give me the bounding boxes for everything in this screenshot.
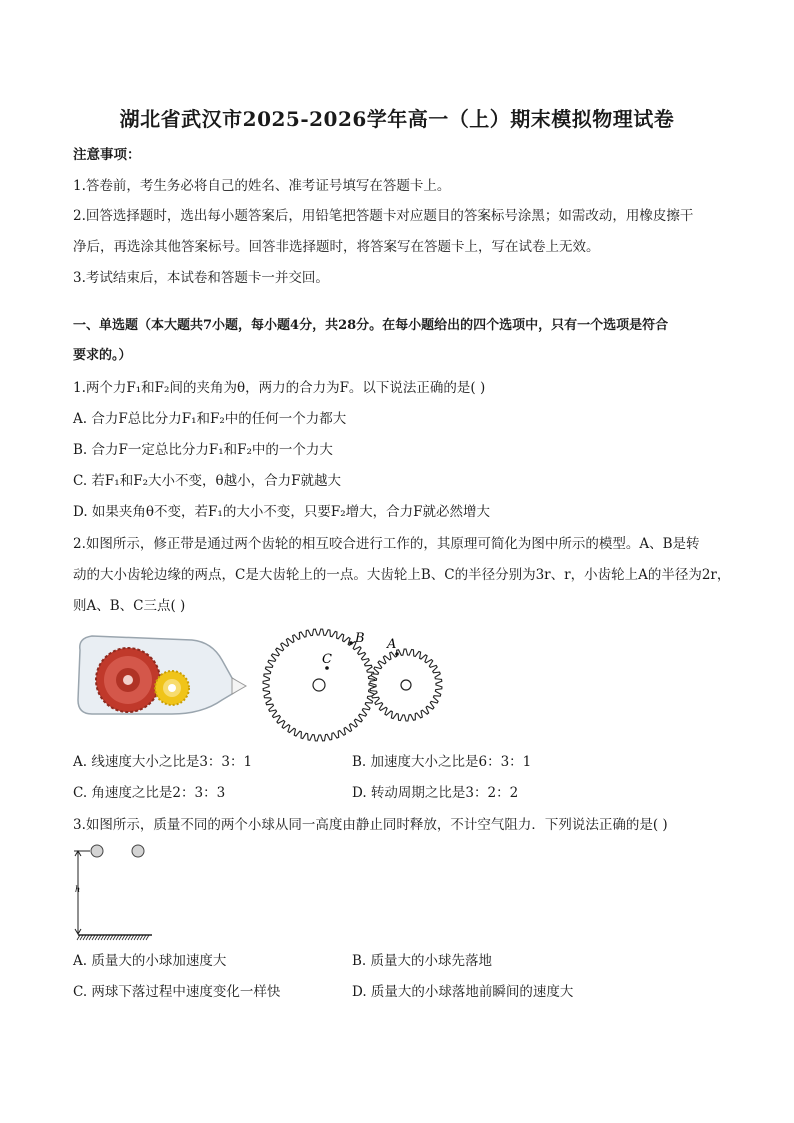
q3-option-d: D. 质量大的小球落地前瞬间的速度大	[352, 984, 574, 1000]
small-gear-axle	[401, 680, 411, 690]
q1-option-a: A. 合力F总比分力F₁和F₂中的任何一个力都大	[73, 411, 347, 427]
large-gear-axle	[313, 679, 325, 691]
notice-item-2-cont: 净后，再选涂其他答案标号。回答非选择题时，将答案写在答题卡上，写在试卷上无效。	[73, 239, 600, 255]
gear-diagram	[258, 622, 448, 746]
q3-option-a: A. 质量大的小球加速度大	[73, 953, 227, 969]
falling-balls-diagram	[70, 840, 170, 942]
point-a	[395, 652, 399, 656]
correction-tape-photo	[72, 630, 250, 718]
q3-stem: 3.如图所示，质量不同的两个小球从同一高度由静止同时释放，不计空气阻力．下列说法正确的是( )	[73, 817, 668, 833]
label-b: B	[355, 631, 365, 646]
q2-stem-2: 动的大小齿轮边缘的两点，C是大齿轮上的一点。大齿轮上B、C的半径分别为3r、r，小齿轮上A的半径为2r，	[73, 567, 731, 583]
h-label: h	[75, 885, 81, 894]
notice-heading: 注意事项：	[73, 147, 141, 163]
q3-option-c: C. 两球下落过程中速度变化一样快	[73, 984, 281, 1000]
q2-option-a: A. 线速度大小之比是3：3：1	[73, 754, 253, 770]
q1-stem: 1.两个力F₁和F₂间的夹角为θ，两力的合力为F。以下说法正确的是( )	[73, 380, 486, 396]
q2-stem-1: 2.如图所示，修正带是通过两个齿轮的相互咬合进行工作的，其原理可简化为图中所示的模型。A、B是转	[73, 536, 700, 552]
ball-light	[132, 845, 144, 857]
q1-option-b: B. 合力F一定总比分力F₁和F₂中的一个力大	[73, 442, 333, 458]
section-heading-cont: 要求的。）	[73, 348, 132, 363]
q1-option-d: D. 如果夹角θ不变，若F₁的大小不变，只要F₂增大，合力F就必然增大	[73, 504, 490, 520]
label-a: A	[387, 637, 397, 652]
red-gear-icon	[96, 648, 160, 712]
page-title: 湖北省武汉市2025-2026学年高一（上）期末模拟物理试卷	[119, 107, 675, 131]
notice-item-2: 2.回答选择题时，选出每小题答案后，用铅笔把答题卡对应题目的答案标号涂黑；如需改动，用橡皮擦干	[73, 208, 694, 224]
section-heading: 一、单选题（本大题共7小题，每小题4分，共28分。在每小题给出的四个选项中，只有一个选项是符合	[73, 318, 669, 333]
notice-item-1: 1.答卷前，考生务必将自己的姓名、准考证号填写在答题卡上。	[73, 178, 451, 194]
notice-item-3: 3.考试结束后，本试卷和答题卡一并交回。	[73, 270, 329, 286]
yellow-gear-icon	[155, 671, 189, 705]
label-c: C	[322, 652, 332, 667]
q2-option-d: D. 转动周期之比是3：2：2	[352, 785, 519, 801]
q2-option-c: C. 角速度之比是2：3：3	[73, 785, 226, 801]
q2-stem-3: 则A、B、C三点( )	[73, 598, 186, 614]
q3-option-b: B. 质量大的小球先落地	[352, 953, 493, 969]
q1-option-c: C. 若F₁和F₂大小不变，θ越小，合力F就越大	[73, 473, 341, 489]
point-b	[349, 641, 353, 645]
ball-heavy	[91, 845, 103, 857]
q2-option-b: B. 加速度大小之比是6：3：1	[352, 754, 532, 770]
